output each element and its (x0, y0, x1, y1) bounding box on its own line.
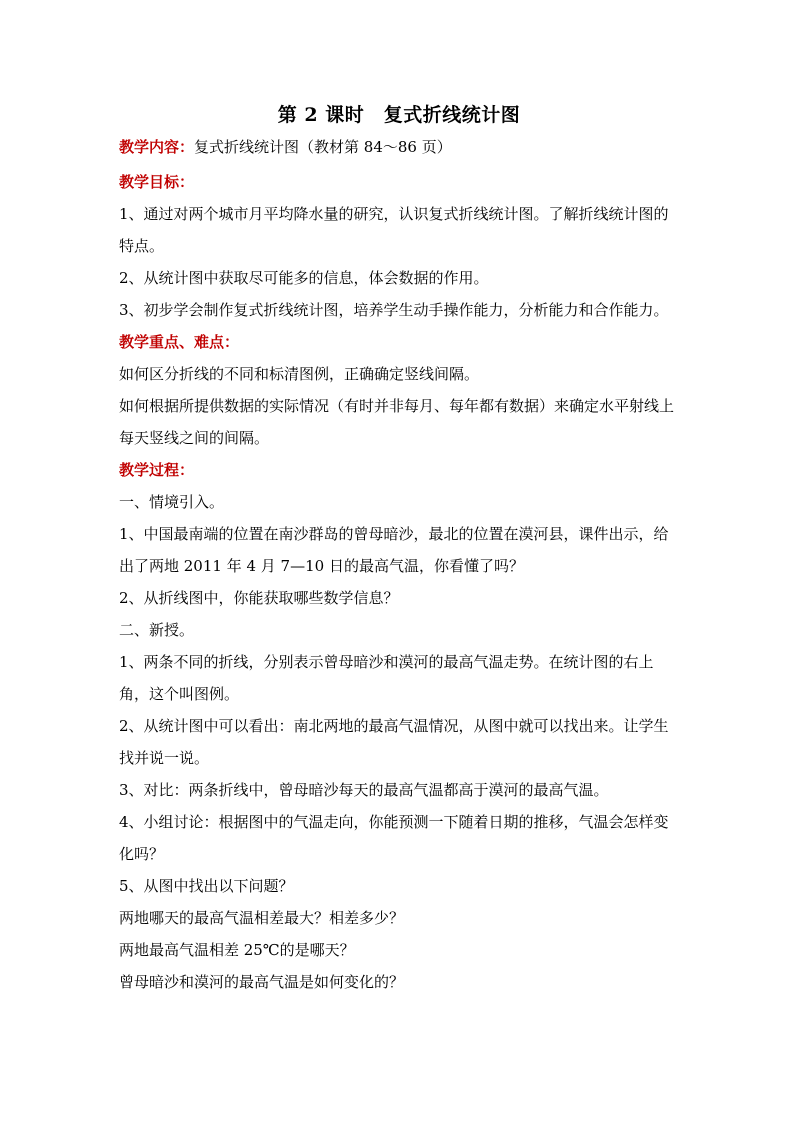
teaching-content (119, 134, 679, 160)
section-2-item-1: 1、两条不同的折线，分别表示曾母暗沙和漠河的最高气温走势。在统计图的右上角，这个叫图例。 (119, 653, 654, 703)
objective-item-2: 2、从统计图中获取尽可能多的信息，体会数据的作用。 (119, 269, 489, 287)
question-1: 两地哪天的最高气温相差最大？相差多少？ (119, 909, 405, 927)
page-title: 第 2 课时 复式折线统计图 (277, 104, 521, 126)
teaching-content-label: 教学内容： (119, 138, 195, 156)
section-1-title: 一、情境引入。 (119, 493, 225, 511)
teaching-content-text: 复式折线统计图（教材第 84～86 页） (194, 138, 452, 156)
objective-item-1: 1、通过对两个城市月平均降水量的研究，认识复式折线统计图。了解折线统计图的特点。 (119, 205, 669, 255)
objectives-heading: 教学目标： (119, 173, 195, 191)
key-point-item-2: 如何根据所提供数据的实际情况（有时并非每月、每年都有数据）来确定水平射线上每天竖线之间的间隔。 (119, 397, 675, 447)
section-2-title: 二、新授。 (119, 621, 195, 639)
objective-item-3: 3、初步学会制作复式折线统计图，培养学生动手操作能力，分析能力和合作能力。 (119, 301, 669, 319)
key-points-heading: 教学重点、难点： (119, 333, 240, 351)
section-1-item-2: 2、从折线图中，你能获取哪些数学信息？ (119, 589, 399, 607)
section-2-item-4: 4、小组讨论：根据图中的气温走向，你能预测一下随着日期的推移，气温会怎样变化吗？ (119, 813, 669, 863)
question-3: 曾母暗沙和漠河的最高气温是如何变化的？ (119, 973, 405, 991)
question-2: 两地最高气温相差 25℃的是哪天？ (119, 941, 355, 959)
key-point-item-1: 如何区分折线的不同和标清图例，正确确定竖线间隔。 (119, 365, 480, 383)
section-2-item-3: 3、对比：两条折线中，曾母暗沙每天的最高气温都高于漠河的最高气温。 (119, 781, 609, 799)
section-2-item-2: 2、从统计图中可以看出：南北两地的最高气温情况，从图中就可以找出来。让学生找并说一说。 (119, 717, 669, 767)
process-heading: 教学过程： (119, 461, 195, 479)
section-2-item-5: 5、从图中找出以下问题？ (119, 877, 294, 895)
document-page (119, 100, 679, 998)
section-1-item-1: 1、中国最南端的位置在南沙群岛的曾母暗沙，最北的位置在漠河县，课件出示，给出了两地 2011 年 4 月 7—10 日的最高气温，你看懂了吗？ (119, 525, 669, 575)
